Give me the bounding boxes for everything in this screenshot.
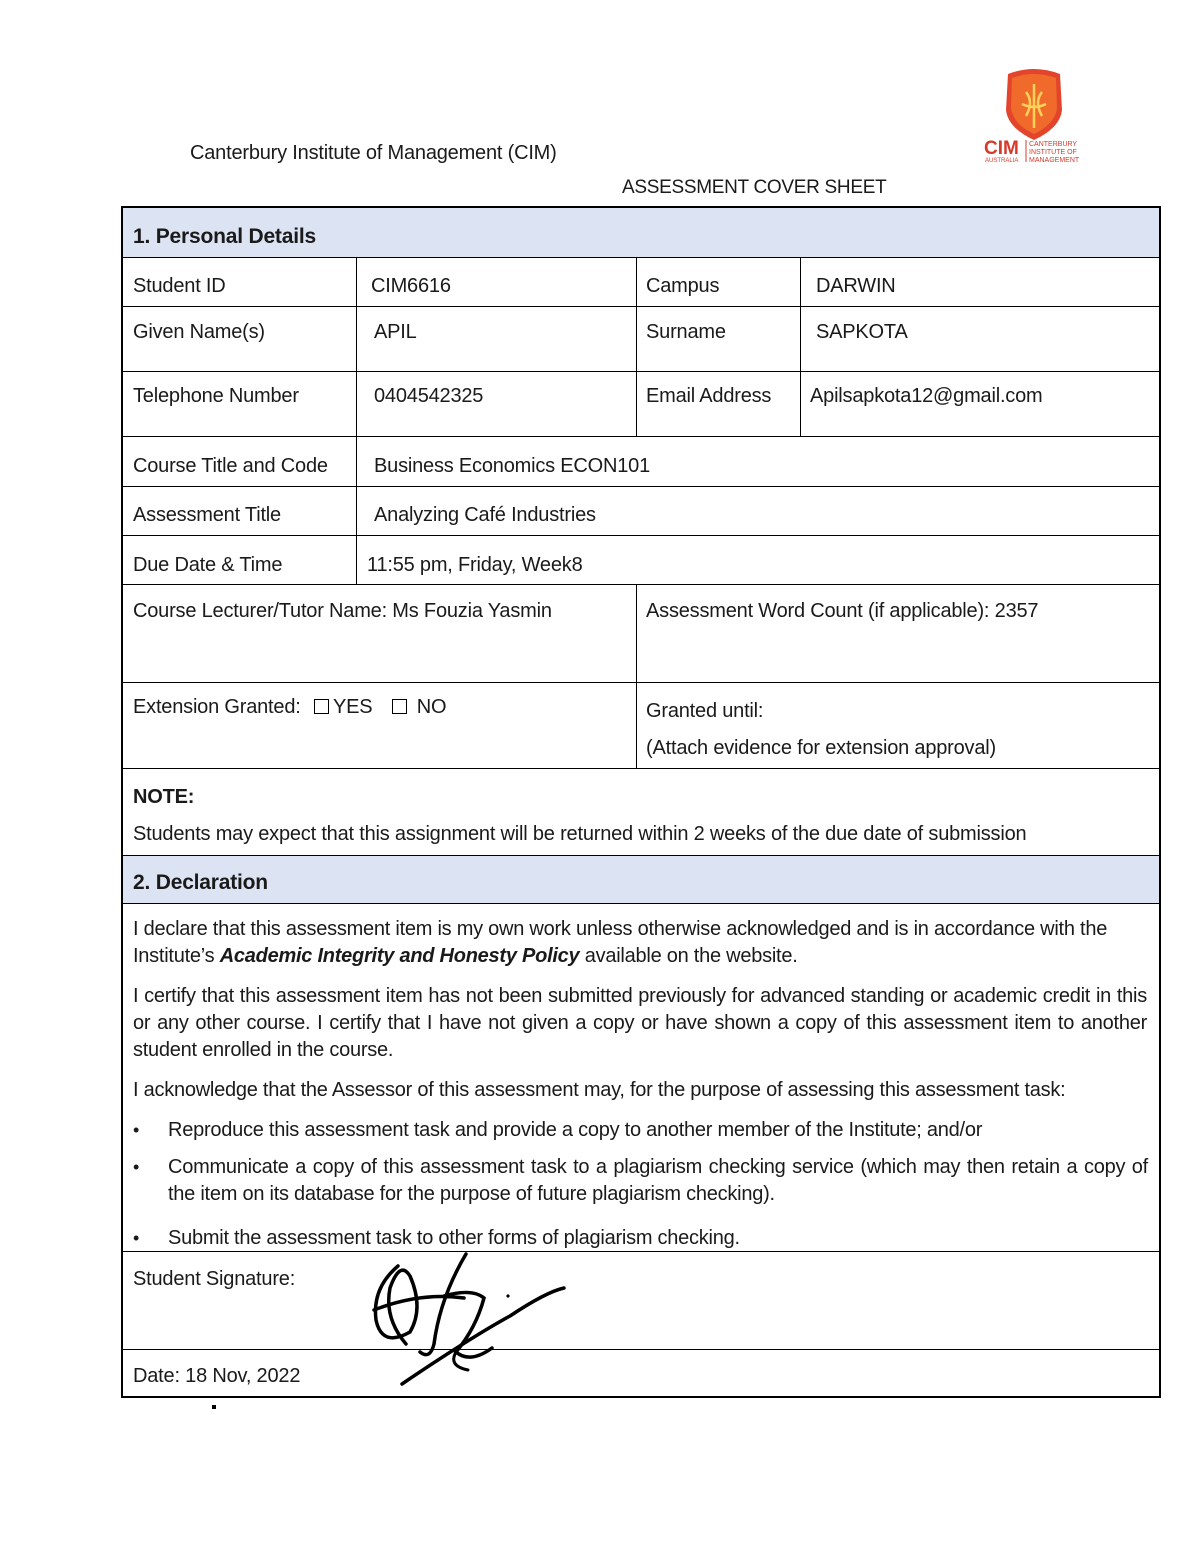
- declaration-paragraph-3: I acknowledge that the Assessor of this assessment may, for the purpose of assessing this assessment task:: [133, 1079, 1066, 1101]
- bullet-marker: •: [133, 1120, 140, 1140]
- policy-name: Academic Integrity and Honesty Policy: [219, 945, 580, 967]
- lecturer-name: Course Lecturer/Tutor Name: Ms Fouzia Yasmin: [133, 600, 552, 622]
- campus-value: DARWIN: [816, 275, 896, 297]
- institute-name: Canterbury Institute of Management (CIM): [190, 142, 557, 164]
- given-name-label: Given Name(s): [133, 321, 265, 343]
- bullet-item: Communicate a copy of this assessment task to a plagiarism checking service (which may then retain a copy of the item on its database for the purpose of future plagiarism checking).: [168, 1156, 1148, 1205]
- extension-no-checkbox[interactable]: [392, 699, 407, 714]
- bullet-item: Reproduce this assessment task and provide a copy to another member of the Institute; and/or: [168, 1119, 983, 1141]
- declaration-p1-a: I declare that this assessment item is my own work unless otherwise acknowledged and is in accordance with the Institute’s: [133, 918, 1108, 967]
- extension-no-label: NO: [416, 696, 447, 718]
- course-value: Business Economics ECON101: [374, 455, 651, 477]
- bullet-marker: •: [133, 1228, 140, 1248]
- email-label: Email Address: [646, 385, 772, 407]
- extension-label: Extension Granted:: [133, 696, 301, 718]
- email-value: Apilsapkota12@gmail.com: [810, 385, 1043, 407]
- given-name-value: APIL: [374, 321, 417, 343]
- logo-sub: AUSTRALIA: [985, 158, 1019, 164]
- telephone-label: Telephone Number: [133, 385, 299, 407]
- declaration-paragraph-2: I certify that this assessment item has not been submitted previously for advanced standing or academic credit in this or any other course. I certify that I have not given a copy or have shown a copy of this assessment item to another student enrolled in the course.: [133, 985, 1147, 1061]
- signature-label: Student Signature:: [133, 1268, 296, 1290]
- section2-header: [123, 856, 1159, 903]
- surname-value: SAPKOTA: [816, 321, 908, 343]
- assessment-title-label: Assessment Title: [133, 504, 281, 526]
- cim-logo: [982, 66, 1090, 164]
- student-id-value: CIM6616: [371, 275, 451, 297]
- extension-yes-label: YES: [332, 696, 373, 718]
- extension-row: [133, 696, 446, 719]
- sheet-title: ASSESSMENT COVER SHEET: [622, 177, 887, 198]
- course-label: Course Title and Code: [133, 455, 328, 477]
- note-text: Students may expect that this assignment will be returned within 2 weeks of the due date of submission: [133, 823, 1027, 845]
- attach-evidence: (Attach evidence for extension approval): [646, 737, 996, 759]
- student-signature-image: [360, 1248, 580, 1393]
- student-id-label: Student ID: [133, 275, 226, 297]
- section1-title: 1. Personal Details: [133, 225, 316, 248]
- logo-line1: CANTERBURY: [1029, 141, 1078, 148]
- due-value: 11:55 pm, Friday, Week8: [367, 554, 583, 576]
- bullet-marker: •: [133, 1157, 140, 1177]
- logo-line3: MANAGEMENT: [1029, 157, 1080, 164]
- extension-yes-checkbox[interactable]: [314, 699, 329, 714]
- due-label: Due Date & Time: [133, 554, 283, 576]
- logo-line2: INSTITUTE OF: [1029, 149, 1077, 156]
- granted-until: Granted until:: [646, 700, 764, 722]
- surname-label: Surname: [646, 321, 726, 343]
- campus-label: Campus: [646, 275, 720, 297]
- telephone-value: 0404542325: [374, 385, 484, 407]
- word-count: Assessment Word Count (if applicable): 2357: [646, 600, 1039, 622]
- bullet-item: Submit the assessment task to other forms of plagiarism checking.: [168, 1227, 740, 1249]
- page-dot-mark: [212, 1405, 216, 1409]
- declaration-p1-b: available on the website.: [579, 945, 798, 967]
- logo-acronym: CIM: [984, 138, 1019, 159]
- section2-title: 2. Declaration: [133, 871, 268, 894]
- date-label: Date: 18 Nov, 2022: [133, 1365, 301, 1387]
- assessment-title-value: Analyzing Café Industries: [374, 504, 596, 526]
- note-title: NOTE:: [133, 786, 195, 808]
- declaration-paragraph-1: [133, 916, 1159, 970]
